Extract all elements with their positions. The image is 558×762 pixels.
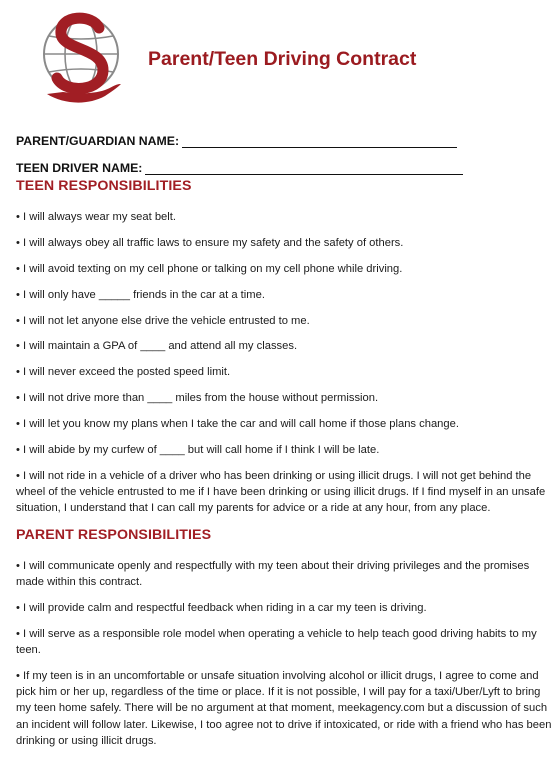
teen-item-5: • I will not let anyone else drive the vehicle entrusted to me. bbox=[16, 314, 310, 327]
teen-item-10: • I will abide by my curfew of ____ but will call home if I think I will be late. bbox=[16, 444, 380, 457]
teen-responsibilities-heading: TEEN RESPONSIBILITIES bbox=[16, 178, 192, 194]
teen-responsibilities-section bbox=[16, 178, 550, 517]
teen-item-8: • I will not drive more than ____ miles from the house without permission. bbox=[16, 392, 379, 405]
document-title: Parent/Teen Driving Contract bbox=[148, 48, 417, 70]
parent-responsibilities-section bbox=[16, 527, 550, 749]
parent-item-3: • I will serve as a responsible role model when operating a vehicle to help teach good driving habits to my teen. bbox=[16, 627, 537, 657]
teen-driver-name-field[interactable] bbox=[16, 148, 546, 175]
parent-item-4: • If my teen is in an uncomfortable or unsafe situation involving alcohol or illicit drugs, I agree to come and pick him or her up, regardless of the time or place. If it is not possible, I will pay for a taxi/Uber/Lyft to bring my teen home safely. There will be no argument at that moment, meekagency.com but a discussion of such an incident will follow later. Likewise, I too agree not to drive if intoxicated, or ride with a friend who has been drinking or using illicit drugs. bbox=[16, 670, 552, 747]
teen-item-2: • I will always obey all traffic laws to ensure my safety and the safety of others. bbox=[16, 236, 404, 249]
parent-guardian-name-field[interactable] bbox=[16, 121, 546, 148]
teen-item-7: • I will never exceed the posted speed limit. bbox=[16, 366, 231, 379]
teen-item-4: • I will only have _____ friends in the car at a time. bbox=[16, 288, 265, 301]
teen-item-3: • I will avoid texting on my cell phone or talking on my cell phone while driving. bbox=[16, 262, 403, 275]
teen-item-6: • I will maintain a GPA of ____ and attend all my classes. bbox=[16, 340, 298, 353]
parent-guardian-name-label: PARENT/GUARDIAN NAME: bbox=[16, 134, 180, 148]
teen-driver-name-label: TEEN DRIVER NAME: bbox=[16, 161, 143, 175]
document-header bbox=[0, 0, 558, 110]
parent-item-2: • I will provide calm and respectful feedback when riding in a car my teen is driving. bbox=[16, 602, 427, 615]
teen-item-11: • I will not ride in a vehicle of a driver who has been drinking or using illicit drugs. I will not get behind the wheel of the vehicle entrusted to me if I have been drinking or using illicit drugs. If I find myself in an unsafe situation, I understand that I can call my parents for advice or a ride at any hour, from any place. bbox=[16, 469, 546, 515]
globe-hand-logo-icon bbox=[33, 8, 130, 108]
parent-item-1: • I will communicate openly and respectfully with my teen about their driving privileges and the promises made within this contract. bbox=[16, 560, 530, 589]
teen-item-9: • I will let you know my plans when I take the car and will call home if those plans change. bbox=[16, 418, 459, 431]
teen-driver-name-line[interactable] bbox=[145, 160, 463, 175]
parent-responsibilities-heading: PARENT RESPONSIBILITIES bbox=[16, 527, 212, 543]
name-fields bbox=[16, 121, 546, 175]
teen-item-1: • I will always wear my seat belt. bbox=[16, 211, 176, 223]
parent-guardian-name-line[interactable] bbox=[182, 133, 457, 148]
